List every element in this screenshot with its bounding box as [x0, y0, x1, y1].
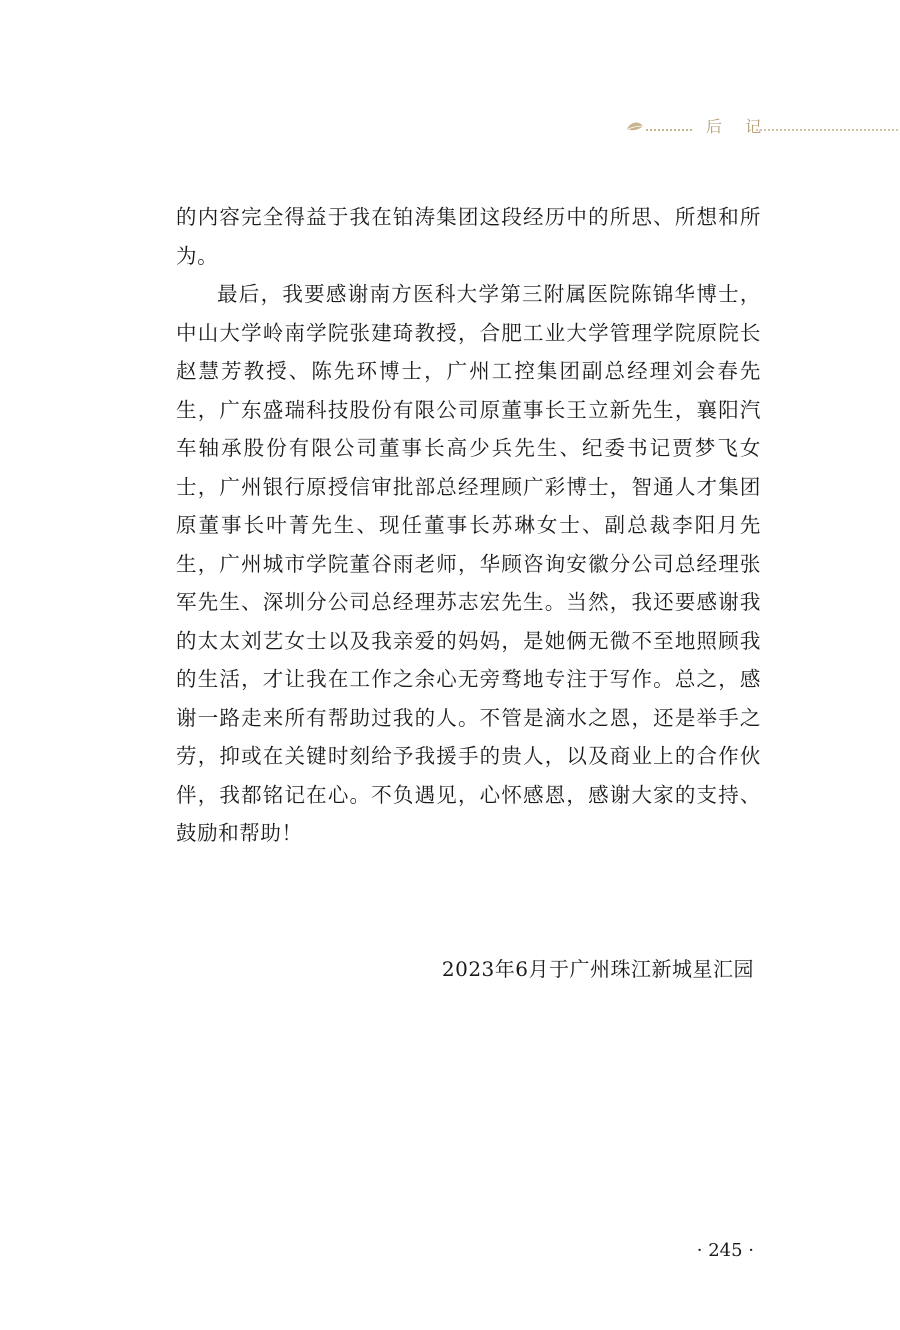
header-dotted-rule-right — [756, 129, 898, 131]
chapter-title: 后 记 — [706, 117, 771, 136]
date-place-signature: 2023年6月于广州珠江新城星汇园 — [441, 957, 754, 981]
header-dotted-rule-left — [646, 129, 692, 131]
leaf-ornament-icon — [626, 120, 644, 132]
paragraph-continued: 的内容完全得益于我在铂涛集团这段经历中的所思、所想和所为。 — [176, 205, 761, 268]
paragraph-acknowledgements: 最后，我要感谢南方医科大学第三附属医院陈锦华博士，中山大学岭南学院张建琦教授，合肥工业大学管理学院原院长赵慧芳教授、陈先环博士，广州工控集团副总经理刘会春先生，广东盛瑞科技股份有限公司原董事长王立新先生，襄阳汽车轴承股份有限公司董事长高少兵先生、纪委书记贾梦飞女士，广州银行原授信审批部总经理顾广彩博士，智通人才集团原董事长叶菁先生、现任董事长苏琳女士、副总裁李阳月先生，广州城市学院董谷雨老师，华顾咨询安徽分公司总经理张军先生、深圳分公司总经理苏志宏先生。当然，我还要感谢我的太太刘艺女士以及我亲爱的妈妈，是她俩无微不至地照顾我的生活，才让我在工作之余心无旁骛地专注于写作。总之，感谢一路走来所有帮助过我的人。不管是滴水之恩，还是举手之劳，抑或在关键时刻给予我援手的贵人，以及商业上的合作伙伴，我都铭记在心。不负遇见，心怀感恩，感谢大家的支持、鼓励和帮助！ — [176, 282, 761, 845]
body-text — [176, 198, 761, 853]
running-header — [620, 116, 900, 142]
page-number: · 245 · — [696, 1240, 754, 1261]
